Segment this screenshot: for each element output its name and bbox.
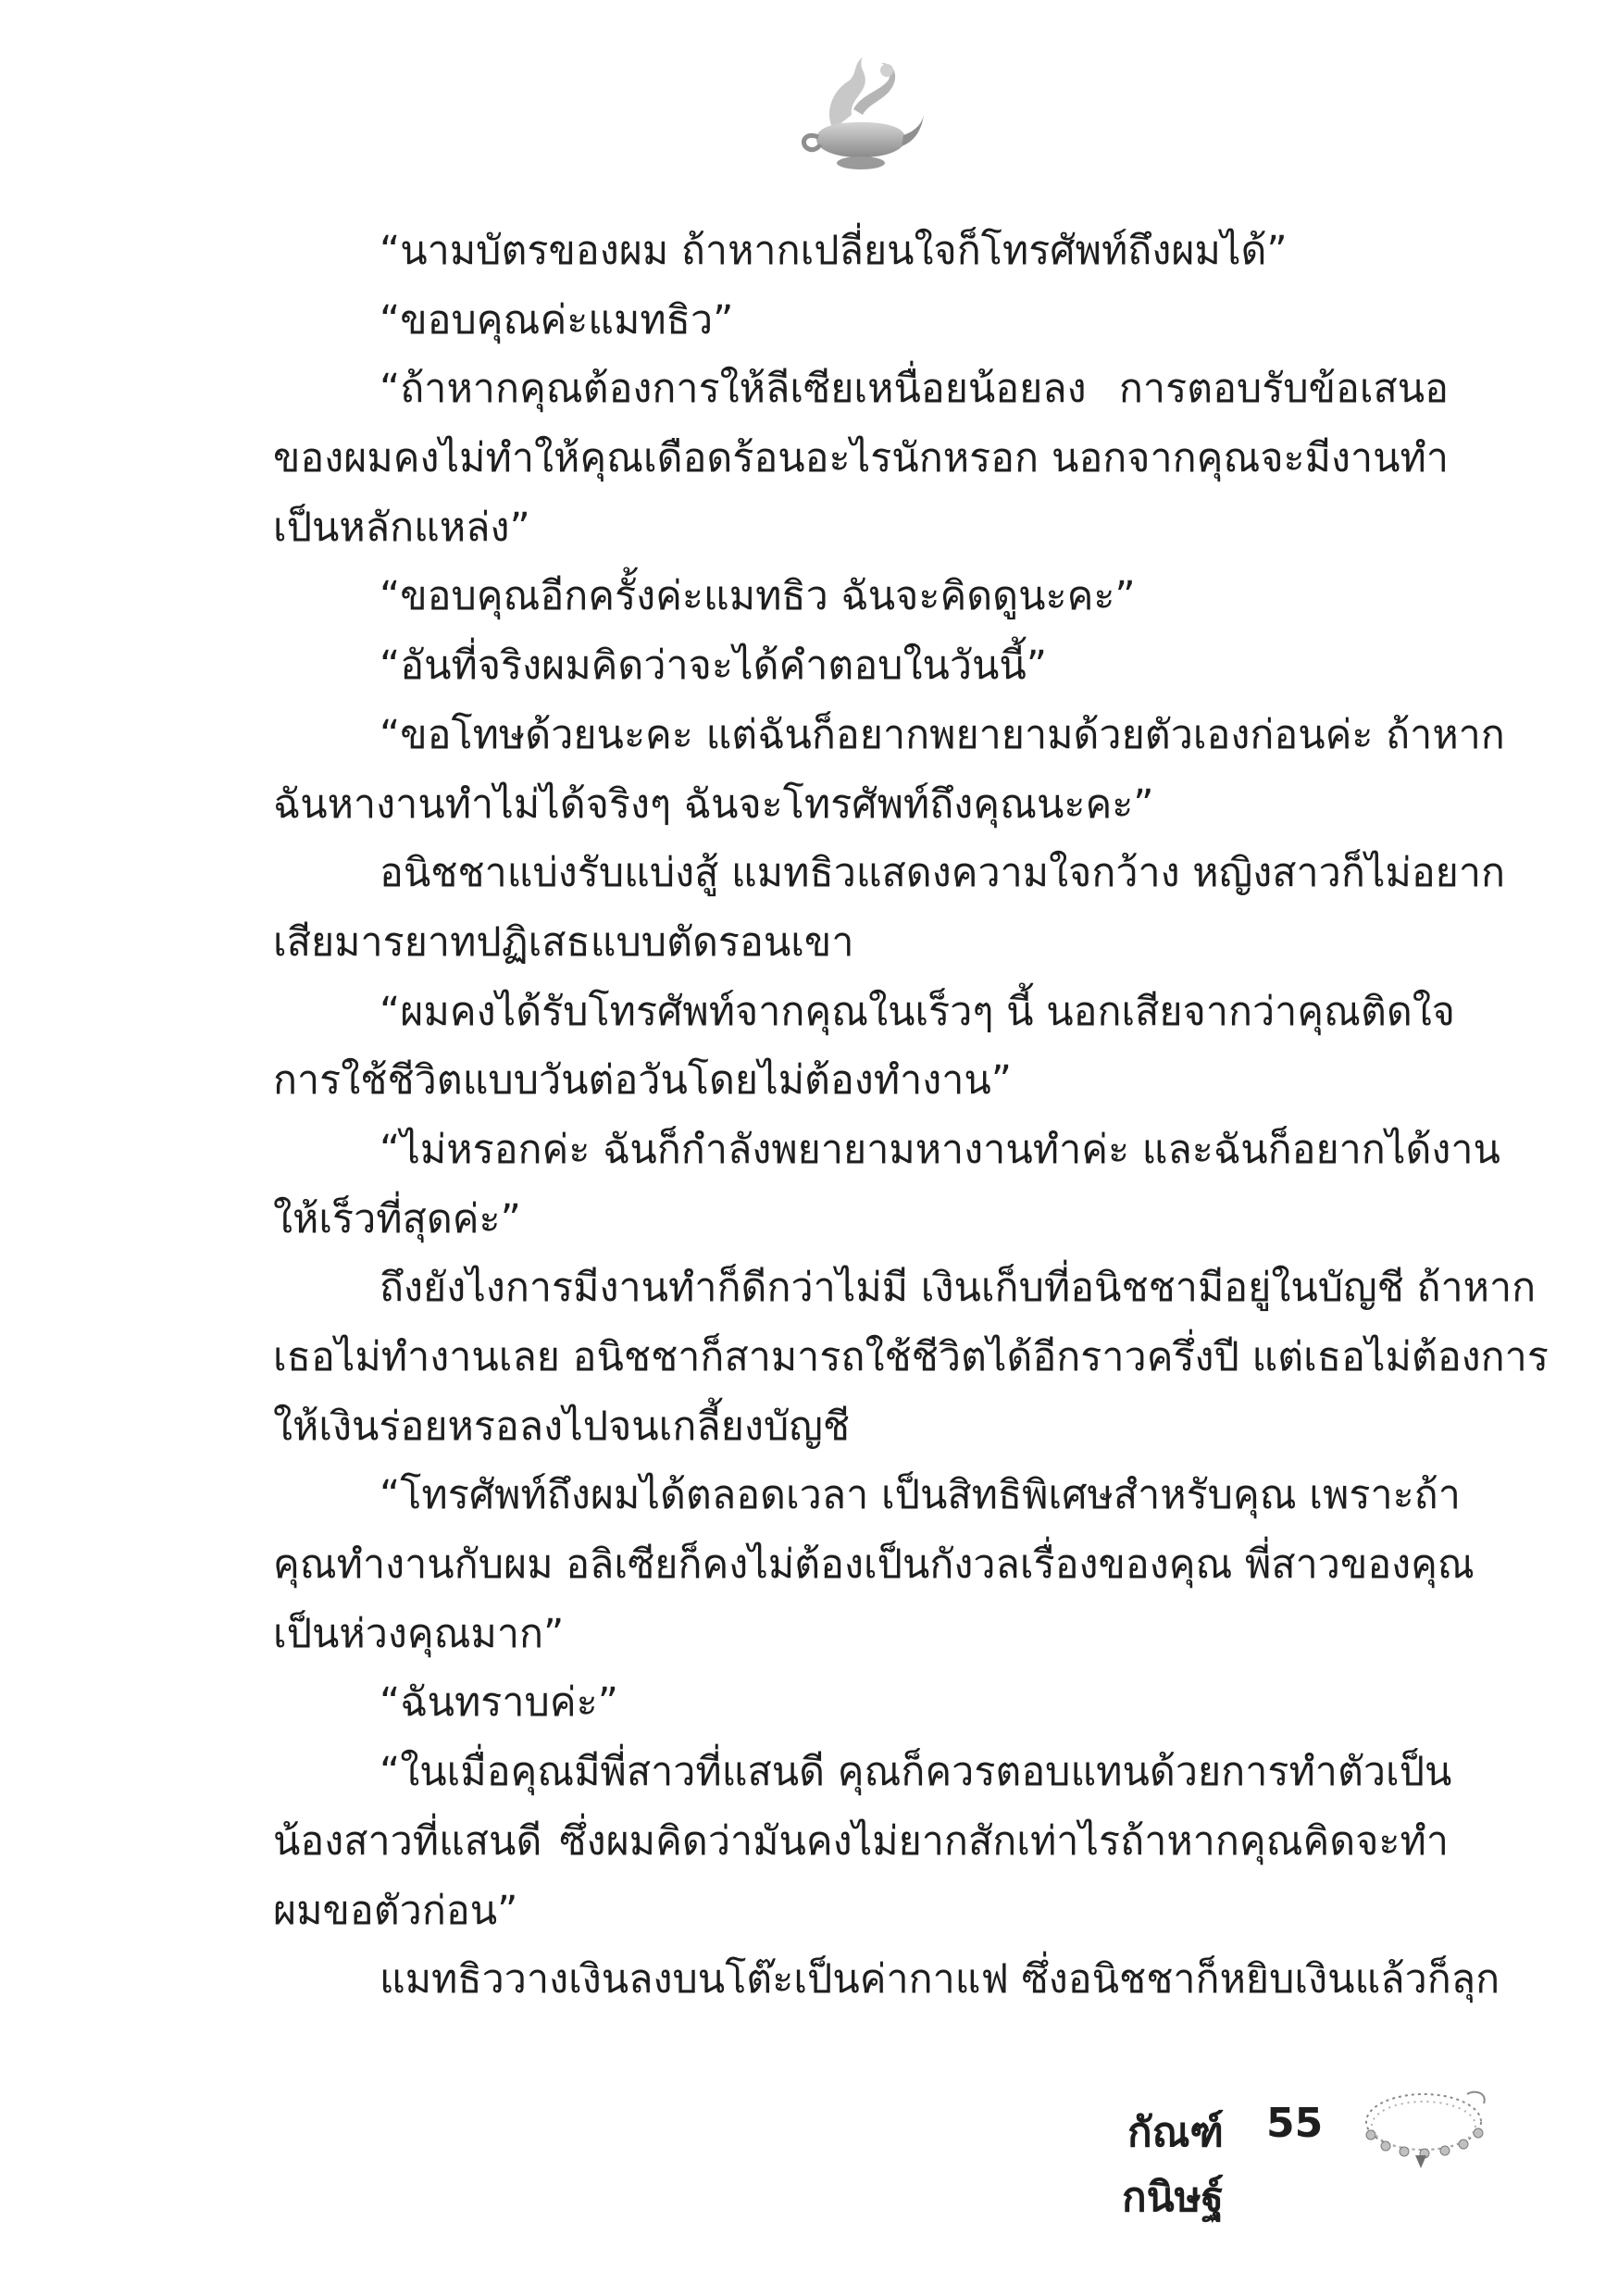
page-body — [273, 217, 1549, 2015]
paragraph — [273, 1945, 1500, 2015]
text-line: “นามบัตรของผม ถ้าหากเปลี่ยนใจก็โทรศัพท์ถึงผมได้” — [380, 228, 1288, 274]
text-line: คุณทำงานกับผม อลิเซียก็คงไม่ต้องเป็นกังวลเรื่องของคุณ พี่สาวของคุณ — [273, 1541, 1475, 1589]
paragraph — [273, 286, 1449, 356]
text-line: เป็นห่วงคุณมาก” — [273, 1610, 565, 1657]
text-line: “ผมคงได้รับโทรศัพท์จากคุณในเร็วๆ นี้ นอกเสียจากว่าคุณติดใจ — [380, 988, 1455, 1035]
paragraph — [273, 978, 1455, 1116]
text-line: ให้เร็วที่สุดค่ะ” — [273, 1195, 521, 1242]
paragraph — [273, 1738, 1452, 1945]
paragraph — [273, 1668, 1449, 1738]
text-line: แมทธิววางเงินลงบนโต๊ะเป็นค่ากาแฟ ซึ่งอนิชชาก็หยิบเงินแล้วก็ลุก — [380, 1956, 1500, 2003]
paragraph — [273, 1116, 1500, 1254]
paragraph — [273, 562, 1449, 631]
text-line: เธอไม่ทำงานเลย อนิชชาก็สามารถใช้ชีวิตได้อีกราวครึ่งปี แต่เธอไม่ต้องการ — [273, 1334, 1549, 1380]
text-line: ของผมคงไม่ทำให้คุณเดือดร้อนอะไรนักหรอก นอกจากคุณจะมีงานทำ — [273, 435, 1449, 482]
paragraph — [273, 1461, 1475, 1668]
text-line: ฉันหางานทำไม่ได้จริงๆ ฉันจะโทรศัพท์ถึงคุณนะคะ” — [273, 780, 1154, 828]
paragraph — [273, 217, 1449, 286]
text-line: ถึงยังไงการมีงานทำก็ดีกว่าไม่มี เงินเก็บที่อนิชชามีอยู่ในบัญชี ถ้าหาก — [380, 1265, 1537, 1312]
text-line: อนิชชาแบ่งรับแบ่งสู้ แมทธิวแสดงความใจกว้าง หญิงสาวก็ไม่อยาก — [380, 850, 1506, 897]
text-line: “โทรศัพท์ถึงผมได้ตลอดเวลา เป็นสิทธิพิเศษสำหรับคุณ เพราะถ้า — [380, 1472, 1461, 1519]
bracelet-icon — [1354, 2081, 1493, 2169]
text-line: “ขอโทษด้วยนะคะ แต่ฉันก็อยากพยายามด้วยตัวเองก่อนค่ะ ถ้าหาก — [380, 711, 1505, 758]
text-line: “อันที่จริงผมคิดว่าจะได้คำตอบในวันนี้” — [380, 643, 1048, 690]
paragraph — [273, 701, 1505, 839]
text-line: “ขอบคุณค่ะแมทธิว” — [380, 296, 734, 343]
text-line: น้องสาวที่แสนดี ซึ่งผมคิดว่ามันคงไม่ยากสักเท่าไรถ้าหากคุณคิดจะทำ — [273, 1817, 1449, 1865]
text-line: “ขอบคุณอีกครั้งค่ะแมทธิว ฉันจะคิดดูนะคะ” — [380, 573, 1136, 620]
paragraph — [273, 839, 1506, 977]
text-line: “ไม่หรอกค่ะ ฉันก็กำลังพยายามหางานทำค่ะ และฉันก็อยากได้งาน — [380, 1126, 1500, 1173]
text-line: “ฉันทราบค่ะ” — [380, 1679, 618, 1727]
paragraph — [273, 355, 1449, 562]
text-line: เสียมารยาทปฏิเสธแบบตัดรอนเขา — [273, 918, 854, 966]
page-number: 55 — [1266, 2100, 1324, 2147]
text-line: การใช้ชีวิตแบบวันต่อวันโดยไม่ต้องทำงาน” — [273, 1057, 1013, 1104]
text-line: ให้เงินร่อยหรอลงไปจนเกลี้ยงบัญชี — [273, 1403, 851, 1450]
paragraph — [273, 1254, 1549, 1461]
footer-book-title: กัณฑ์กนิษฐ์ — [1122, 2109, 1224, 2221]
text-line: ผมขอตัวก่อน” — [273, 1887, 518, 1934]
paragraph — [273, 631, 1449, 701]
text-line: เป็นหลักแหล่ง” — [273, 504, 530, 551]
genie-lamp-icon — [796, 54, 926, 172]
text-line: “ในเมื่อคุณมีพี่สาวที่แสนดี คุณก็ควรตอบแทนด้วยการทำตัวเป็น — [380, 1749, 1452, 1796]
text-line: “ถ้าหากคุณต้องการให้ลีเซียเหนื่อยน้อยลง การตอบรับข้อเสนอ — [380, 366, 1449, 413]
